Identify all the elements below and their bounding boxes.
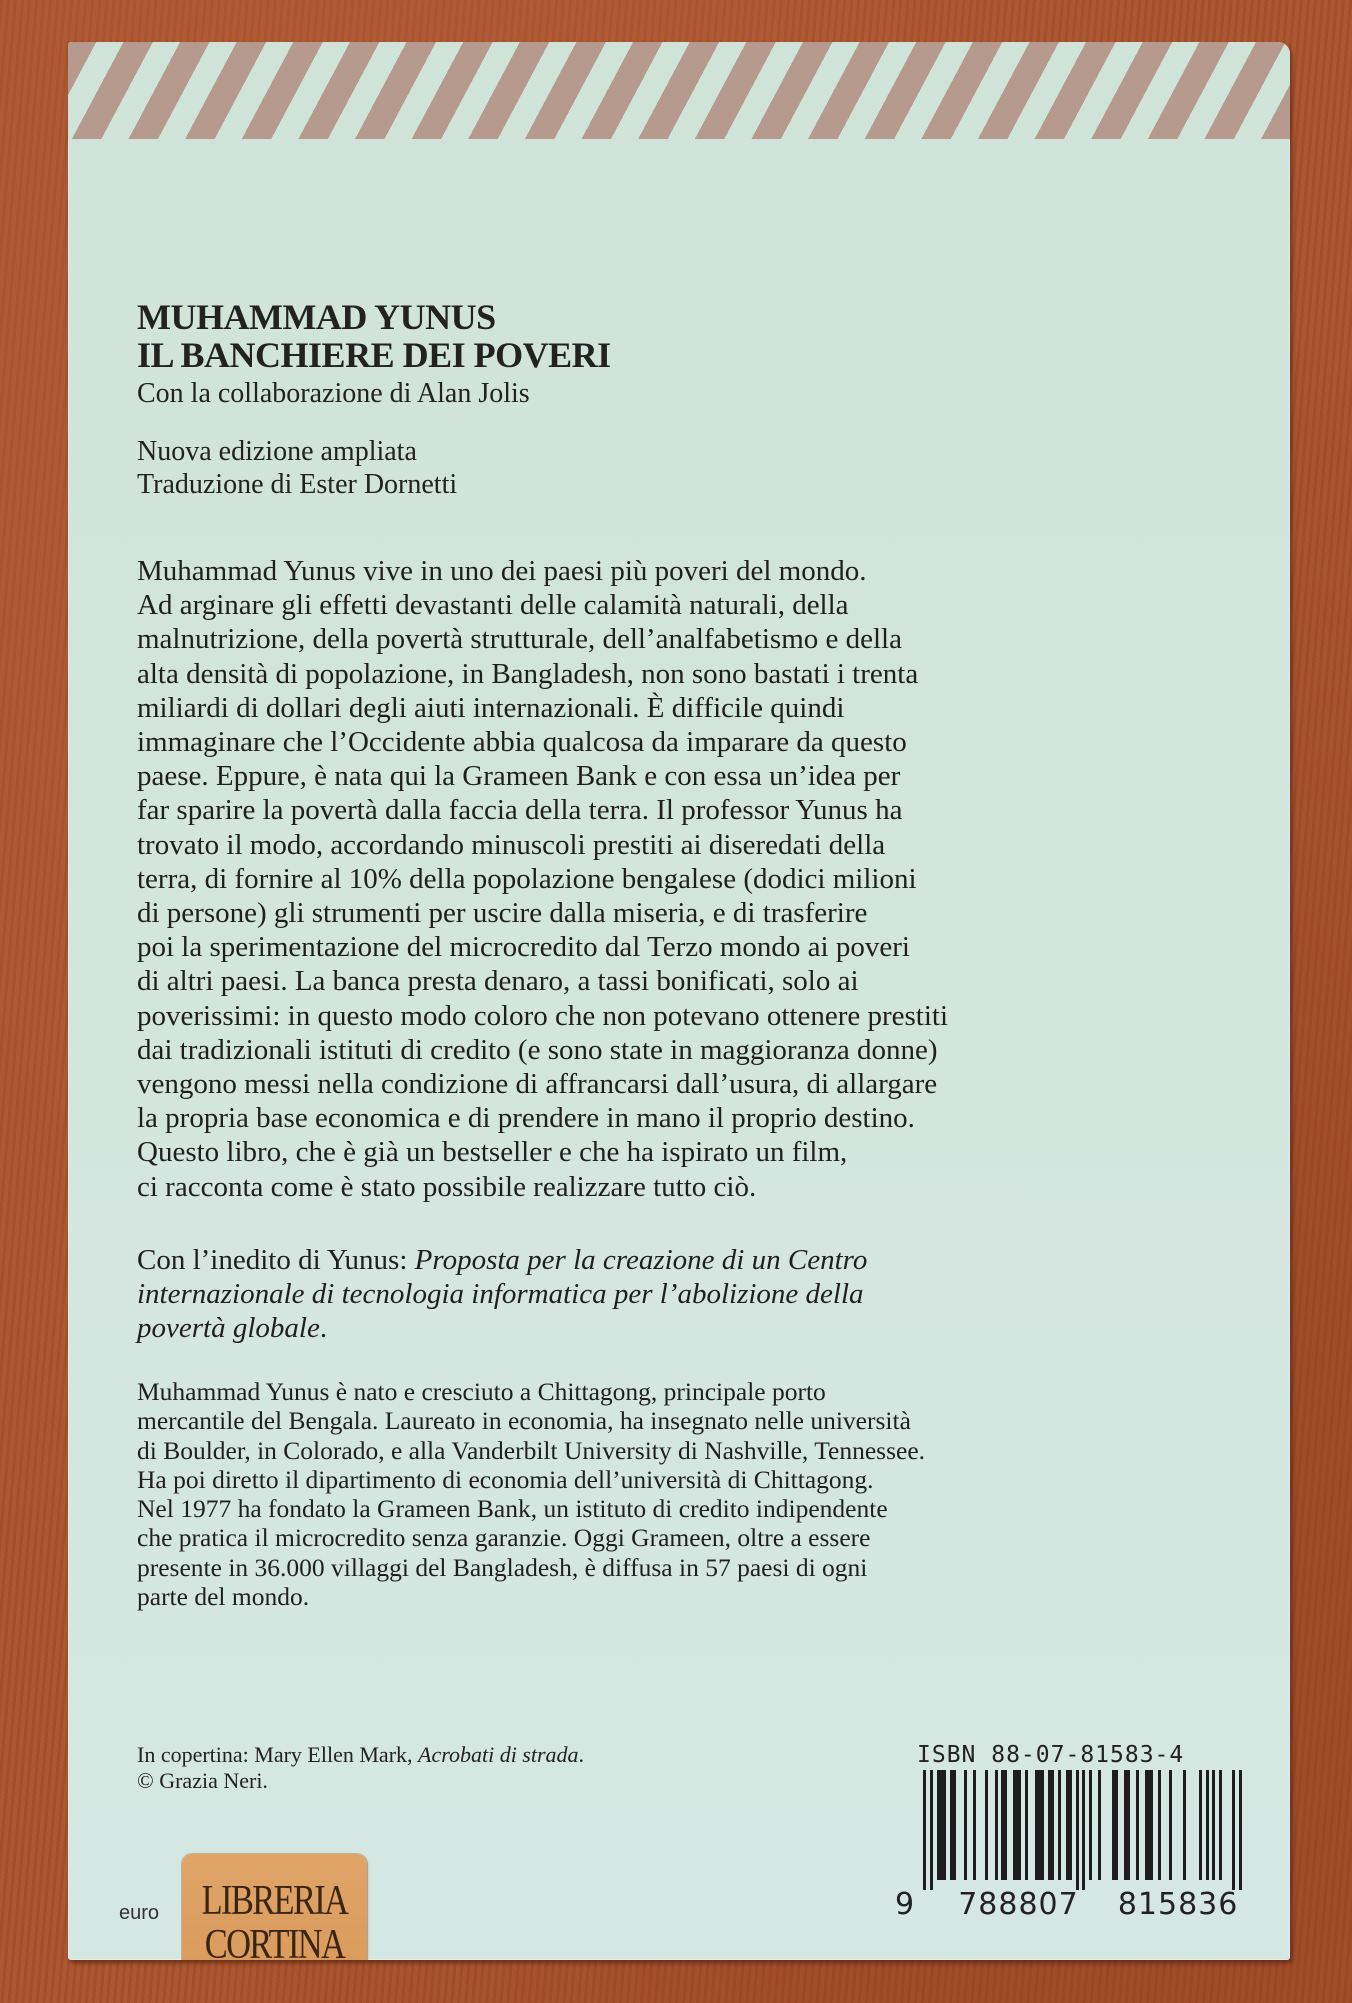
blurb-line: alta densità di popolazione, in Bangladesh, non sono bastati i trenta [137, 657, 919, 690]
bio-line: che pratica il microcredito senza garanzie. Oggi Grameen, oltre a essere [137, 1523, 871, 1553]
translation-credit: Traduzione di Ester Dornetti [137, 469, 458, 500]
author-bio [137, 1377, 1257, 1611]
blurb-line: miliardi di dollari degli aiuti internazionali. È difficile quindi [137, 691, 845, 724]
price-label: euro [119, 1902, 160, 1924]
blurb-line: poi la sperimentazione del microcredito dal Terzo mondo ai poveri [137, 931, 910, 964]
barcode-digits [895, 1887, 1290, 1922]
credit-line [137, 1742, 584, 1768]
bookstore-sticker [182, 1854, 367, 1960]
barcode-digits-group-2: 815836 [1117, 1887, 1239, 1922]
blurb-line: far sparire la povertà dalla faccia della terra. Il professor Yunus ha [137, 794, 903, 827]
blurb-line: di persone) gli strumenti per uscire dalla miseria, e di trasferire [137, 897, 868, 930]
blurb-line: dai tradizionali istituti di credito (e sono state in maggioranza donne) [137, 1033, 938, 1066]
blurb-line: trovato il modo, accordando minuscoli prestiti ai diseredati della [137, 828, 886, 861]
bio-line: Nel 1977 ha fondato la Grameen Bank, un istituto di credito indipendente [137, 1494, 888, 1524]
credit-suffix: . [578, 1742, 585, 1767]
bio-line: di Boulder, in Colorado, e alla Vanderbilt University di Nashville, Tennessee. [137, 1435, 926, 1465]
blurb-line: di altri paesi. La banca presta denaro, a tassi bonificati, solo ai [137, 965, 859, 998]
author-name: MUHAMMAD YUNUS [137, 297, 496, 337]
inedito-line-1 [137, 1243, 1257, 1277]
bio-line: parte del mondo. [137, 1582, 310, 1612]
sticker-line-2: CORTINA [204, 1922, 345, 1960]
barcode-digit-first: 9 [895, 1887, 916, 1922]
inedito-suffix: . [319, 1312, 328, 1344]
barcode-digits-group-1: 788807 [958, 1887, 1079, 1922]
bio-line: presente in 36.000 villaggi del Bangladesh, è diffusa in 57 paesi di ogni [137, 1552, 868, 1582]
isbn-label: ISBN 88-07-81583-4 [917, 1742, 1185, 1768]
blurb-line: vengono messi nella condizione di affrancarsi dall’usura, di allargare [137, 1068, 938, 1101]
cover-photo-credit [137, 1742, 584, 1794]
blurb-line: Muhammad Yunus vive in uno dei paesi più poveri del mondo. [137, 555, 867, 587]
blurb-line: Questo libro, che è già un bestseller e che ha ispirato un film, [137, 1136, 848, 1169]
blurb-line: Ad arginare gli effetti devastanti delle calamità naturali, della [137, 589, 849, 622]
inedito-title-part: internazionale di tecnologia informatica per l’abolizione della [137, 1278, 864, 1310]
bio-line: mercantile del Bengala. Laureato in economia, ha insegnato nelle università [137, 1406, 911, 1436]
blurb-line: paese. Eppure, è nata qui la Grameen Bank e con essa un’idea per [137, 760, 901, 793]
blurb-line: immaginare che l’Occidente abbia qualcosa da imparare da questo [137, 726, 907, 759]
collaboration-credit: Con la collaborazione di Alan Jolis [137, 378, 530, 409]
bio-line: Muhammad Yunus è nato e cresciuto a Chittagong, principale porto [137, 1377, 826, 1406]
blurb-line: malnutrizione, della povertà strutturale, dell’analfabetismo e della [137, 623, 902, 656]
blurb-line: ci racconta come è stato possibile realizzare tutto ciò. [137, 1170, 757, 1203]
inedito-title-part: povertà globale [137, 1312, 320, 1344]
inedito-note [137, 1243, 1257, 1345]
diagonal-stripe-band [68, 42, 1290, 140]
blurb-paragraph [137, 554, 1257, 1204]
credit-work-title: Acrobati di strada [418, 1742, 579, 1767]
blurb-line: poverissimi: in questo modo coloro che non potevano ottenere prestiti [137, 999, 949, 1032]
copyright-line: © Grazia Neri. [137, 1768, 268, 1793]
edition-label: Nuova edizione ampliata [137, 436, 417, 467]
sticker-line-1: LIBRERIA [201, 1878, 348, 1924]
barcode-icon [923, 1770, 1253, 1890]
inedito-title-part: Proposta per la creazione di un Centro [414, 1244, 868, 1276]
edition-info [137, 435, 457, 501]
book-title: IL BANCHIERE DEI POVERI [137, 335, 611, 375]
inedito-line-3 [137, 1311, 1257, 1345]
inedito-line-2 [137, 1277, 1257, 1311]
bio-line: Ha poi diretto il dipartimento di economia dell’università di Chittagong. [137, 1464, 874, 1494]
inedito-prefix: Con l’inedito di Yunus: [137, 1244, 415, 1276]
blurb-line: terra, di fornire al 10% della popolazione bengalese (dodici milioni [137, 862, 917, 895]
credit-prefix: In copertina: Mary Ellen Mark, [137, 1742, 419, 1767]
blurb-line: la propria base economica e di prendere in mano il proprio destino. [137, 1102, 915, 1135]
book-back-cover [68, 42, 1290, 1960]
